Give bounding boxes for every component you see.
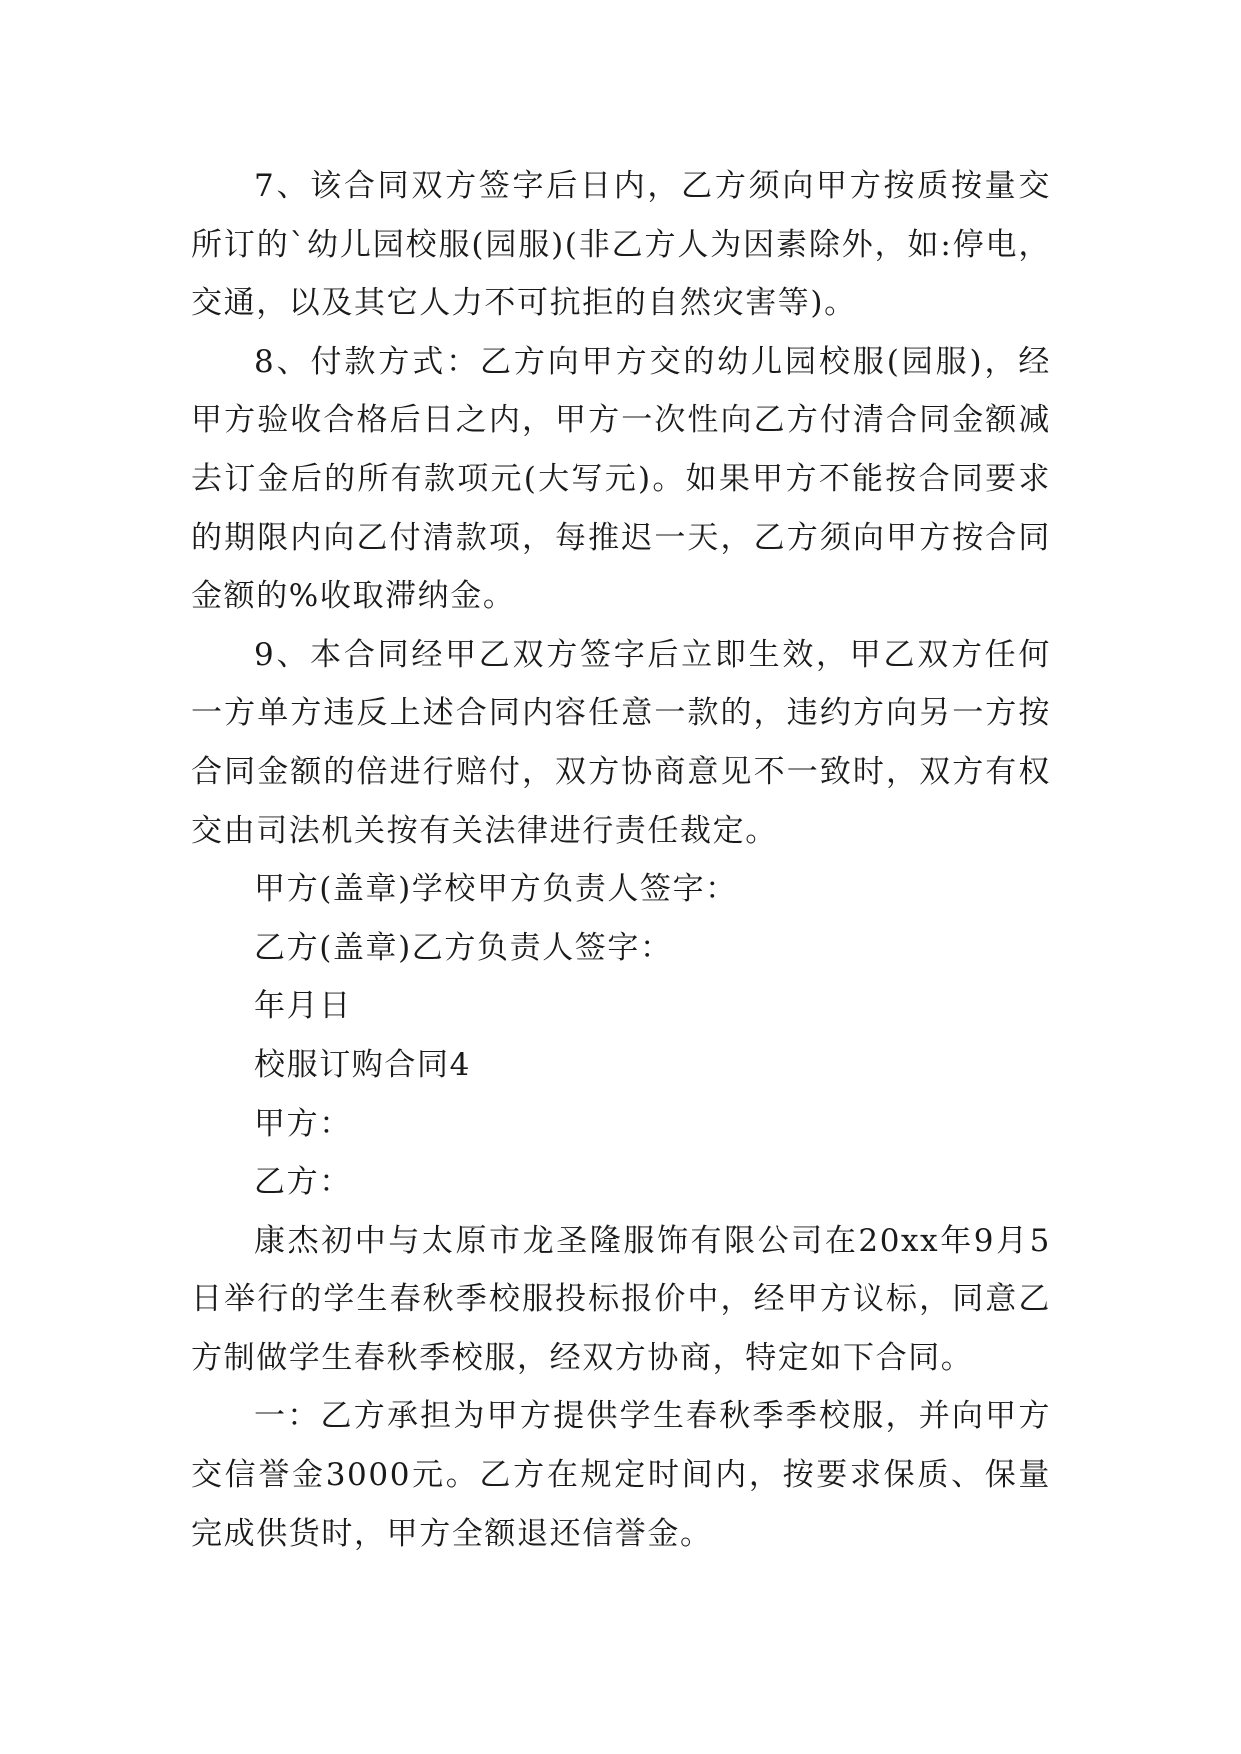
clause-9-effect-paragraph: 9、本合同经甲乙双方签字后立即生效，甲乙双方任何一方单方违反上述合同内容任意一款的，违约方向另一方按合同金额的倍进行赔付，双方协商意见不一致时，双方有权交由司法机关按有关法律进行责任裁定。 [191,636,1051,849]
preamble-paragraph: 康杰初中与太原市龙圣隆服饰有限公司在20xx年9月5日举行的学生春秋季校服投标报价中，经甲方议标，同意乙方制做学生春秋季校服，经双方协商，特定如下合同。 [191,1222,1051,1376]
clause-7-paragraph: 7、该合同双方签字后日内，乙方须向甲方按质按量交所订的`幼儿园校服(园服)(非乙方人为因素除外，如:停电，交通，以及其它人力不可抗拒的自然灾害等)。 [191,168,1051,322]
party-a-label: 甲方： [254,1105,352,1142]
clause-1-paragraph: 一：乙方承担为甲方提供学生春秋季季校服，并向甲方交信誉金3000元。乙方在规定时间内，按要求保质、保量完成供货时，甲方全额退还信誉金。 [191,1398,1051,1552]
party-b-signature-line: 乙方(盖章)乙方负责人签字： [254,929,673,966]
party-a-signature-line: 甲方(盖章)学校甲方负责人签字： [254,871,738,908]
party-b-label: 乙方： [254,1164,352,1201]
clause-8-payment-paragraph: 8、付款方式：乙方向甲方交的幼儿园校服(园服)，经甲方验收合格后日之内，甲方一次性向乙方付清合同金额减去订金后的所有款项元(大写元)。如果甲方不能按合同要求的期限内向乙付清款项，每推迟一天，乙方须向甲方按合同金额的%收取滞纳金。 [191,343,1051,615]
date-line: 年月日 [254,988,352,1025]
contract-heading: 校服订购合同4 [254,1046,471,1083]
document-body [191,157,1051,1563]
